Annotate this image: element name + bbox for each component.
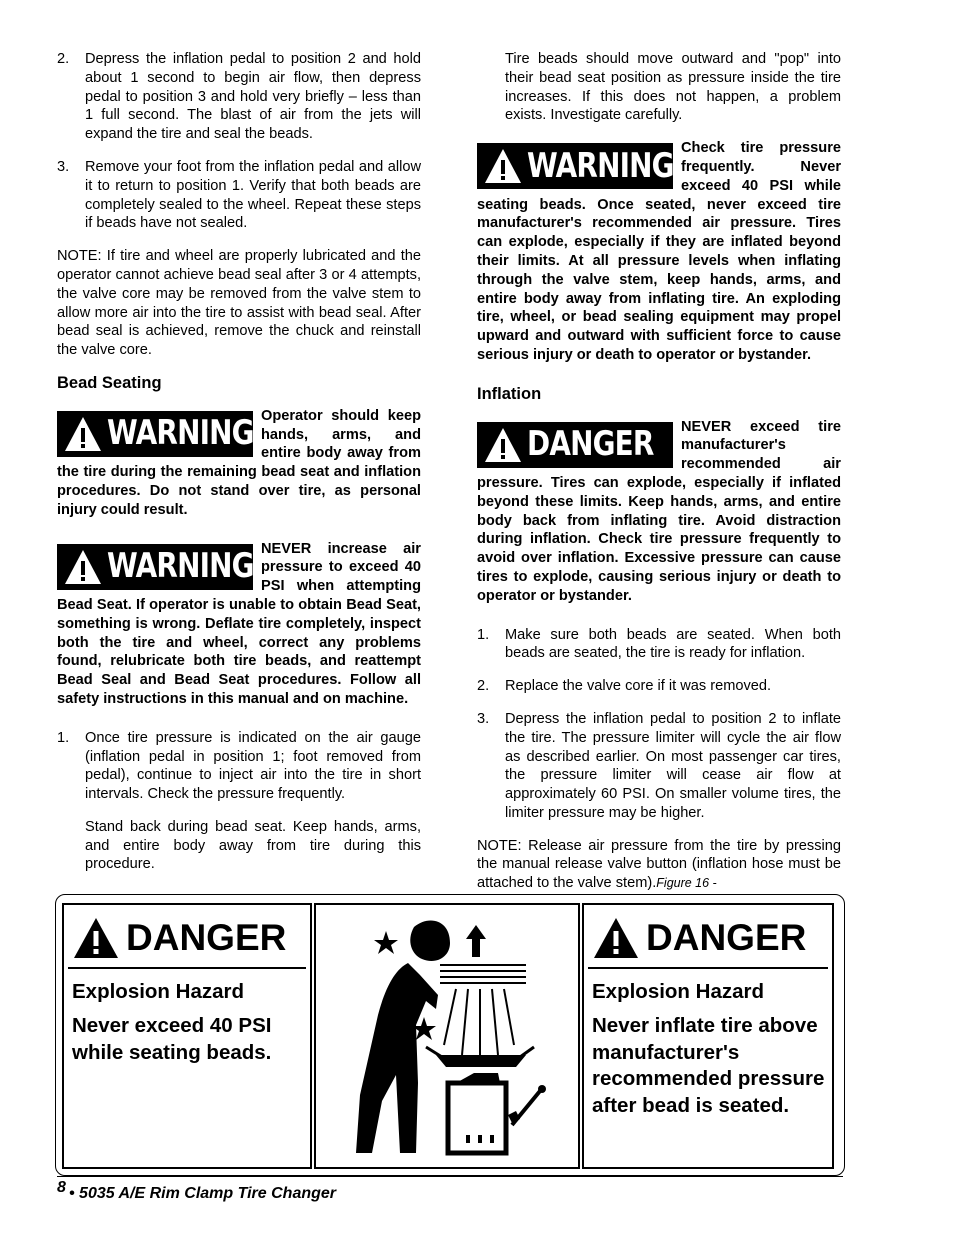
up-arrow-icon [466, 925, 486, 957]
warning-triangle-icon [63, 414, 103, 454]
warning-triangle-icon [483, 146, 523, 186]
warning-triangle-icon [63, 547, 103, 587]
step-number: 2. [477, 678, 490, 695]
step-item [477, 626, 841, 664]
step-item [57, 729, 421, 804]
warning-word: WARNING [107, 413, 254, 454]
step-text: Remove your foot from the inflation pedal and allow it to return to position 1. Verify that both beads are completely sealed to the wheel. Repeat these steps if beads have not sealed. [85, 158, 421, 232]
danger-body [64, 969, 310, 1066]
step-subparagraph: Stand back during bead seat. Keep hands, arms, and entire body away from tire during this procedure. [85, 818, 421, 873]
step-item [477, 710, 841, 823]
hazard-text: Never inflate tire above manufacturer's recommended pressure after bead is seated. [592, 1014, 825, 1117]
step-text: Once tire pressure is indicated on the air gauge (inflation pedal in position 1; foot removed from pedal), continue to inject air into the tire in short intervals. Check the pressure frequently. [85, 729, 421, 803]
warning-block [57, 540, 421, 709]
step-text: Depress the inflation pedal to position 2 and hold about 1 second to begin air flow, then depress pedal to position 3 and hold very briefly – less than 1 full second. The blast of air from the jets will expand the tire and seal the beads. [85, 51, 421, 143]
step-number: 2. [57, 51, 70, 67]
danger-header [68, 909, 306, 969]
warning-triangle-icon [483, 425, 523, 465]
star-icon [374, 931, 398, 954]
note-text: NOTE: Release air pressure from the tire by pressing the manual release valve button (inflation hose must be attached to the valve stem). [477, 837, 841, 892]
step-number: 3. [477, 710, 490, 727]
danger-panel-left [62, 903, 312, 1169]
step-text: Make sure both beads are seated. When both beads are seated, the tire is ready for inflation. [505, 626, 841, 662]
right-column [477, 50, 841, 907]
page-number: 8 [57, 1179, 66, 1196]
hazard-pictogram-panel [314, 903, 580, 1169]
step-item [57, 158, 421, 233]
danger-panel-right [582, 903, 834, 1169]
warning-word: WARNING [527, 145, 674, 186]
page-footer [57, 1176, 843, 1202]
warning-text: Operator should keep hands, arms, and entire body away from the tire during the remaining bead seat and inflation procedures. Do not stand over tire, as personal injury could result. [57, 407, 421, 518]
danger-block [477, 418, 841, 606]
warning-block [477, 139, 841, 365]
continued-paragraph: Tire beads should move outward and "pop" into their bead seat position as pressure inside the tire increases. If this does not happen, a problem exists. Investigate carefully. [505, 51, 841, 124]
hazard-text: Never exceed 40 PSI while seating beads. [72, 1014, 272, 1064]
note-paragraph [477, 837, 841, 893]
explosion-hazard-pictogram [316, 905, 578, 1167]
warning-label [477, 143, 673, 189]
left-column [57, 50, 421, 888]
warning-text: NEVER increase air pressure to exceed 40 PSI when attempting Bead Seat. If operator is unable to obtain Bead Seat, something is wrong. Deflate tire completely, inspect both the tire and wheel, correct any problems found, relubricate both tire beads, and reattempt Bead Seal and Bead Seat procedures. Follow all safety instructions in this manual and on machine. [57, 540, 421, 707]
step-item [477, 677, 841, 696]
warning-word: WARNING [107, 546, 254, 587]
warning-text: Check tire pressure frequently. Never exceed 40 PSI while seating beads. Once seated, never exceed tire manufacturer's recommended air pressure. Tires can explode, especially if they are inflated beyond their limits. At all pressure levels when inflating through the valve stem, keep hands, arms, and entire body away from inflating tire. An exploding tire, wheel, or bead sealing equipment may propel upward and outward with sufficient force to cause serious injury or death to operator or bystander. [477, 140, 841, 363]
danger-label [477, 422, 673, 468]
footer-title: • 5035 A/E Rim Clamp Tire Changer [69, 1185, 337, 1202]
warning-block [57, 407, 421, 520]
step-text: Depress the inflation pedal to position 2 to inflate the tire. The pressure limiter will cycle the air flow as described earlier. On most passenger car tires, the pressure limiter will cease air flow at approximately 60 PSI. On smaller volume tires, the limiter pressure may be higher. [505, 710, 841, 821]
figure-reference: Figure 16 - [656, 876, 717, 891]
step-number: 1. [477, 626, 490, 643]
danger-body [584, 969, 832, 1119]
note-paragraph: NOTE: If tire and wheel are properly lubricated and the operator cannot achieve bead seal after 3 or 4 attempts, the valve core may be removed from the valve stem to allow more air into the tire to assist with bead seal. After bead seal is achieved, remove the chuck and reinstall the valve core. [57, 248, 421, 359]
warning-triangle-icon [592, 916, 640, 960]
step-number: 1. [57, 729, 70, 746]
step-item [57, 50, 421, 144]
danger-word: DANGER [527, 424, 654, 465]
section-heading: Inflation [477, 384, 542, 403]
danger-word: DANGER [126, 917, 287, 958]
hazard-title: Explosion Hazard [72, 980, 245, 1003]
hazard-title: Explosion Hazard [592, 980, 765, 1003]
step-text: Replace the valve core if it was removed. [505, 678, 772, 695]
section-heading: Bead Seating [57, 373, 162, 392]
danger-text: NEVER exceed tire manufacturer's recommended air pressure. Tires can explode, especially if inflated beyond these limits. Keep hands, arms, and entire body back from inflating tire. Avoid distraction during inflation. Check tire pressure frequently to avoid over inflation. Excessive pressure can cause tires to explode, causing serious injury or death to operator or bystander. [477, 418, 841, 604]
warning-triangle-icon [72, 916, 120, 960]
safety-label-strip [55, 894, 845, 1176]
warning-label [57, 411, 253, 457]
step-number: 3. [57, 158, 70, 175]
warning-label [57, 544, 253, 590]
danger-word: DANGER [646, 917, 807, 958]
danger-header [588, 909, 828, 969]
